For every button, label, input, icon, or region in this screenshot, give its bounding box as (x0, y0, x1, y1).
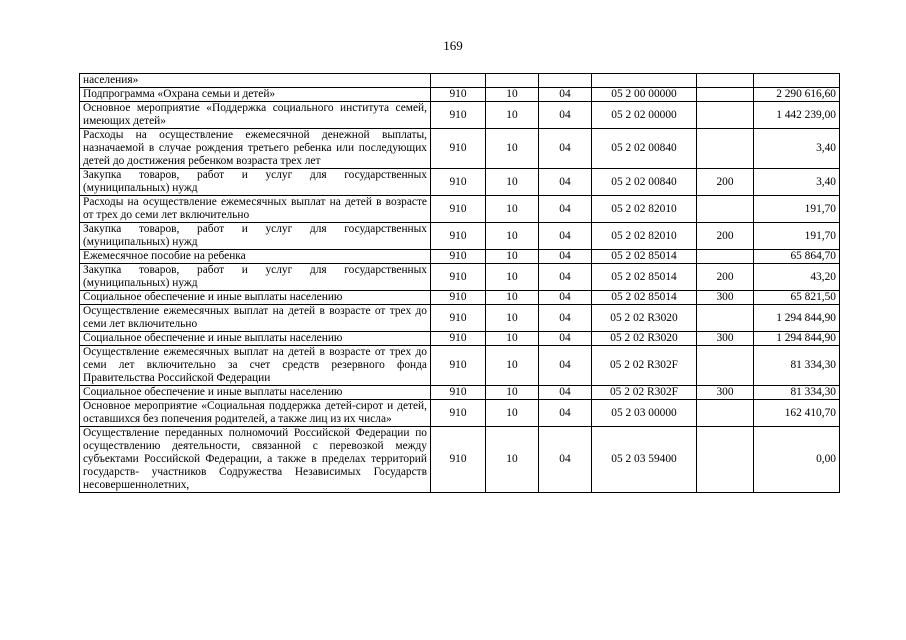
target-article-cell: 05 2 02 85014 (592, 291, 697, 305)
admin-code-cell: 910 (431, 427, 486, 493)
target-article-cell (592, 74, 697, 88)
target-article-cell: 05 2 02 82010 (592, 223, 697, 250)
section-code-cell: 10 (486, 169, 539, 196)
admin-code-cell: 910 (431, 332, 486, 346)
target-article-cell: 05 2 02 R3020 (592, 305, 697, 332)
budget-table-body (80, 74, 840, 493)
expense-type-cell (697, 74, 754, 88)
item-name-cell: Закупка товаров, работ и услуг для государственных (муниципальных) нужд (80, 223, 431, 250)
amount-cell: 0,00 (754, 427, 840, 493)
subsection-code-cell: 04 (539, 400, 592, 427)
expense-type-cell (697, 400, 754, 427)
table-row (80, 169, 840, 196)
section-code-cell: 10 (486, 400, 539, 427)
amount-cell: 191,70 (754, 196, 840, 223)
item-name-cell: Расходы на осуществление ежемесячных выплат на детей в возрасте от трех до семи лет включительно (80, 196, 431, 223)
amount-cell: 191,70 (754, 223, 840, 250)
expense-type-cell (697, 427, 754, 493)
admin-code-cell: 910 (431, 223, 486, 250)
target-article-cell: 05 2 02 R302F (592, 346, 697, 386)
expense-type-cell: 200 (697, 223, 754, 250)
subsection-code-cell: 04 (539, 346, 592, 386)
expense-type-cell (697, 88, 754, 102)
section-code-cell: 10 (486, 250, 539, 264)
admin-code-cell: 910 (431, 264, 486, 291)
amount-cell: 43,20 (754, 264, 840, 291)
item-name-cell: Осуществление переданных полномочий Российской Федерации по осуществлению деятельности, связанной с перевозкой между субъектами Российской Федерации, а также в пределах территорий государств- участников Содружества Независимых Государств несовершеннолетних, (80, 427, 431, 493)
target-article-cell: 05 2 02 00840 (592, 169, 697, 196)
table-row (80, 223, 840, 250)
section-code-cell: 10 (486, 102, 539, 129)
section-code-cell: 10 (486, 305, 539, 332)
target-article-cell: 05 2 02 00000 (592, 102, 697, 129)
table-row (80, 264, 840, 291)
admin-code-cell: 910 (431, 386, 486, 400)
expense-type-cell (697, 346, 754, 386)
target-article-cell: 05 2 02 85014 (592, 250, 697, 264)
section-code-cell: 10 (486, 264, 539, 291)
target-article-cell: 05 2 02 85014 (592, 264, 697, 291)
table-row (80, 346, 840, 386)
table-row (80, 332, 840, 346)
item-name-cell: Расходы на осуществление ежемесячной денежной выплаты, назначаемой в случае рождения третьего ребенка или последующих детей до достижения ребенком возраста трех лет (80, 129, 431, 169)
target-article-cell: 05 2 02 R302F (592, 386, 697, 400)
admin-code-cell: 910 (431, 291, 486, 305)
amount-cell: 3,40 (754, 169, 840, 196)
section-code-cell: 10 (486, 223, 539, 250)
amount-cell (754, 74, 840, 88)
item-name-cell: Ежемесячное пособие на ребенка (80, 250, 431, 264)
expense-type-cell (697, 305, 754, 332)
subsection-code-cell: 04 (539, 427, 592, 493)
table-row (80, 400, 840, 427)
item-name-cell: населения» (80, 74, 431, 88)
expense-type-cell (697, 129, 754, 169)
table-row (80, 427, 840, 493)
admin-code-cell: 910 (431, 346, 486, 386)
subsection-code-cell: 04 (539, 102, 592, 129)
item-name-cell: Осуществление ежемесячных выплат на детей в возрасте от трех до семи лет включительно (80, 305, 431, 332)
subsection-code-cell: 04 (539, 386, 592, 400)
table-row (80, 88, 840, 102)
expense-type-cell: 300 (697, 291, 754, 305)
section-code-cell: 10 (486, 427, 539, 493)
expense-type-cell: 200 (697, 169, 754, 196)
admin-code-cell: 910 (431, 250, 486, 264)
item-name-cell: Основное мероприятие «Поддержка социального института семей, имеющих детей» (80, 102, 431, 129)
expense-type-cell (697, 196, 754, 223)
table-row (80, 129, 840, 169)
item-name-cell: Социальное обеспечение и иные выплаты населению (80, 332, 431, 346)
subsection-code-cell: 04 (539, 305, 592, 332)
amount-cell: 162 410,70 (754, 400, 840, 427)
subsection-code-cell: 04 (539, 88, 592, 102)
amount-cell: 3,40 (754, 129, 840, 169)
table-row (80, 386, 840, 400)
section-code-cell: 10 (486, 129, 539, 169)
table-row (80, 196, 840, 223)
subsection-code-cell: 04 (539, 129, 592, 169)
target-article-cell: 05 2 02 00840 (592, 129, 697, 169)
amount-cell: 81 334,30 (754, 346, 840, 386)
subsection-code-cell: 04 (539, 332, 592, 346)
subsection-code-cell: 04 (539, 264, 592, 291)
item-name-cell: Основное мероприятие «Социальная поддержка детей-сирот и детей, оставшихся без попечения родителей, а также лиц из их числа» (80, 400, 431, 427)
page-number: 169 (443, 38, 463, 53)
item-name-cell: Закупка товаров, работ и услуг для государственных (муниципальных) нужд (80, 264, 431, 291)
item-name-cell: Подпрограмма «Охрана семьи и детей» (80, 88, 431, 102)
section-code-cell: 10 (486, 88, 539, 102)
section-code-cell: 10 (486, 196, 539, 223)
section-code-cell: 10 (486, 291, 539, 305)
subsection-code-cell: 04 (539, 291, 592, 305)
expense-type-cell: 300 (697, 332, 754, 346)
subsection-code-cell: 04 (539, 169, 592, 196)
section-code-cell: 10 (486, 386, 539, 400)
expense-type-cell: 200 (697, 264, 754, 291)
admin-code-cell: 910 (431, 169, 486, 196)
amount-cell: 1 294 844,90 (754, 332, 840, 346)
subsection-code-cell: 04 (539, 223, 592, 250)
expense-type-cell (697, 250, 754, 264)
target-article-cell: 05 2 03 00000 (592, 400, 697, 427)
admin-code-cell: 910 (431, 102, 486, 129)
subsection-code-cell: 04 (539, 250, 592, 264)
expense-type-cell: 300 (697, 386, 754, 400)
subsection-code-cell: 04 (539, 196, 592, 223)
table-row (80, 305, 840, 332)
table-row (80, 102, 840, 129)
section-code-cell (486, 74, 539, 88)
table-row (80, 250, 840, 264)
admin-code-cell (431, 74, 486, 88)
amount-cell: 1 294 844,90 (754, 305, 840, 332)
admin-code-cell: 910 (431, 129, 486, 169)
admin-code-cell: 910 (431, 305, 486, 332)
item-name-cell: Социальное обеспечение и иные выплаты населению (80, 291, 431, 305)
amount-cell: 65 864,70 (754, 250, 840, 264)
section-code-cell: 10 (486, 332, 539, 346)
admin-code-cell: 910 (431, 88, 486, 102)
amount-cell: 2 290 616,60 (754, 88, 840, 102)
table-row (80, 291, 840, 305)
subsection-code-cell (539, 74, 592, 88)
item-name-cell: Закупка товаров, работ и услуг для государственных (муниципальных) нужд (80, 169, 431, 196)
target-article-cell: 05 2 02 R3020 (592, 332, 697, 346)
section-code-cell: 10 (486, 346, 539, 386)
amount-cell: 81 334,30 (754, 386, 840, 400)
amount-cell: 1 442 239,00 (754, 102, 840, 129)
admin-code-cell: 910 (431, 400, 486, 427)
table-row (80, 74, 840, 88)
budget-table (79, 73, 840, 493)
expense-type-cell (697, 102, 754, 129)
target-article-cell: 05 2 00 00000 (592, 88, 697, 102)
target-article-cell: 05 2 02 82010 (592, 196, 697, 223)
target-article-cell: 05 2 03 59400 (592, 427, 697, 493)
item-name-cell: Социальное обеспечение и иные выплаты населению (80, 386, 431, 400)
amount-cell: 65 821,50 (754, 291, 840, 305)
item-name-cell: Осуществление ежемесячных выплат на детей в возрасте от трех до семи лет включительно за счет средств резервного фонда Правительства Российской Федерации (80, 346, 431, 386)
admin-code-cell: 910 (431, 196, 486, 223)
